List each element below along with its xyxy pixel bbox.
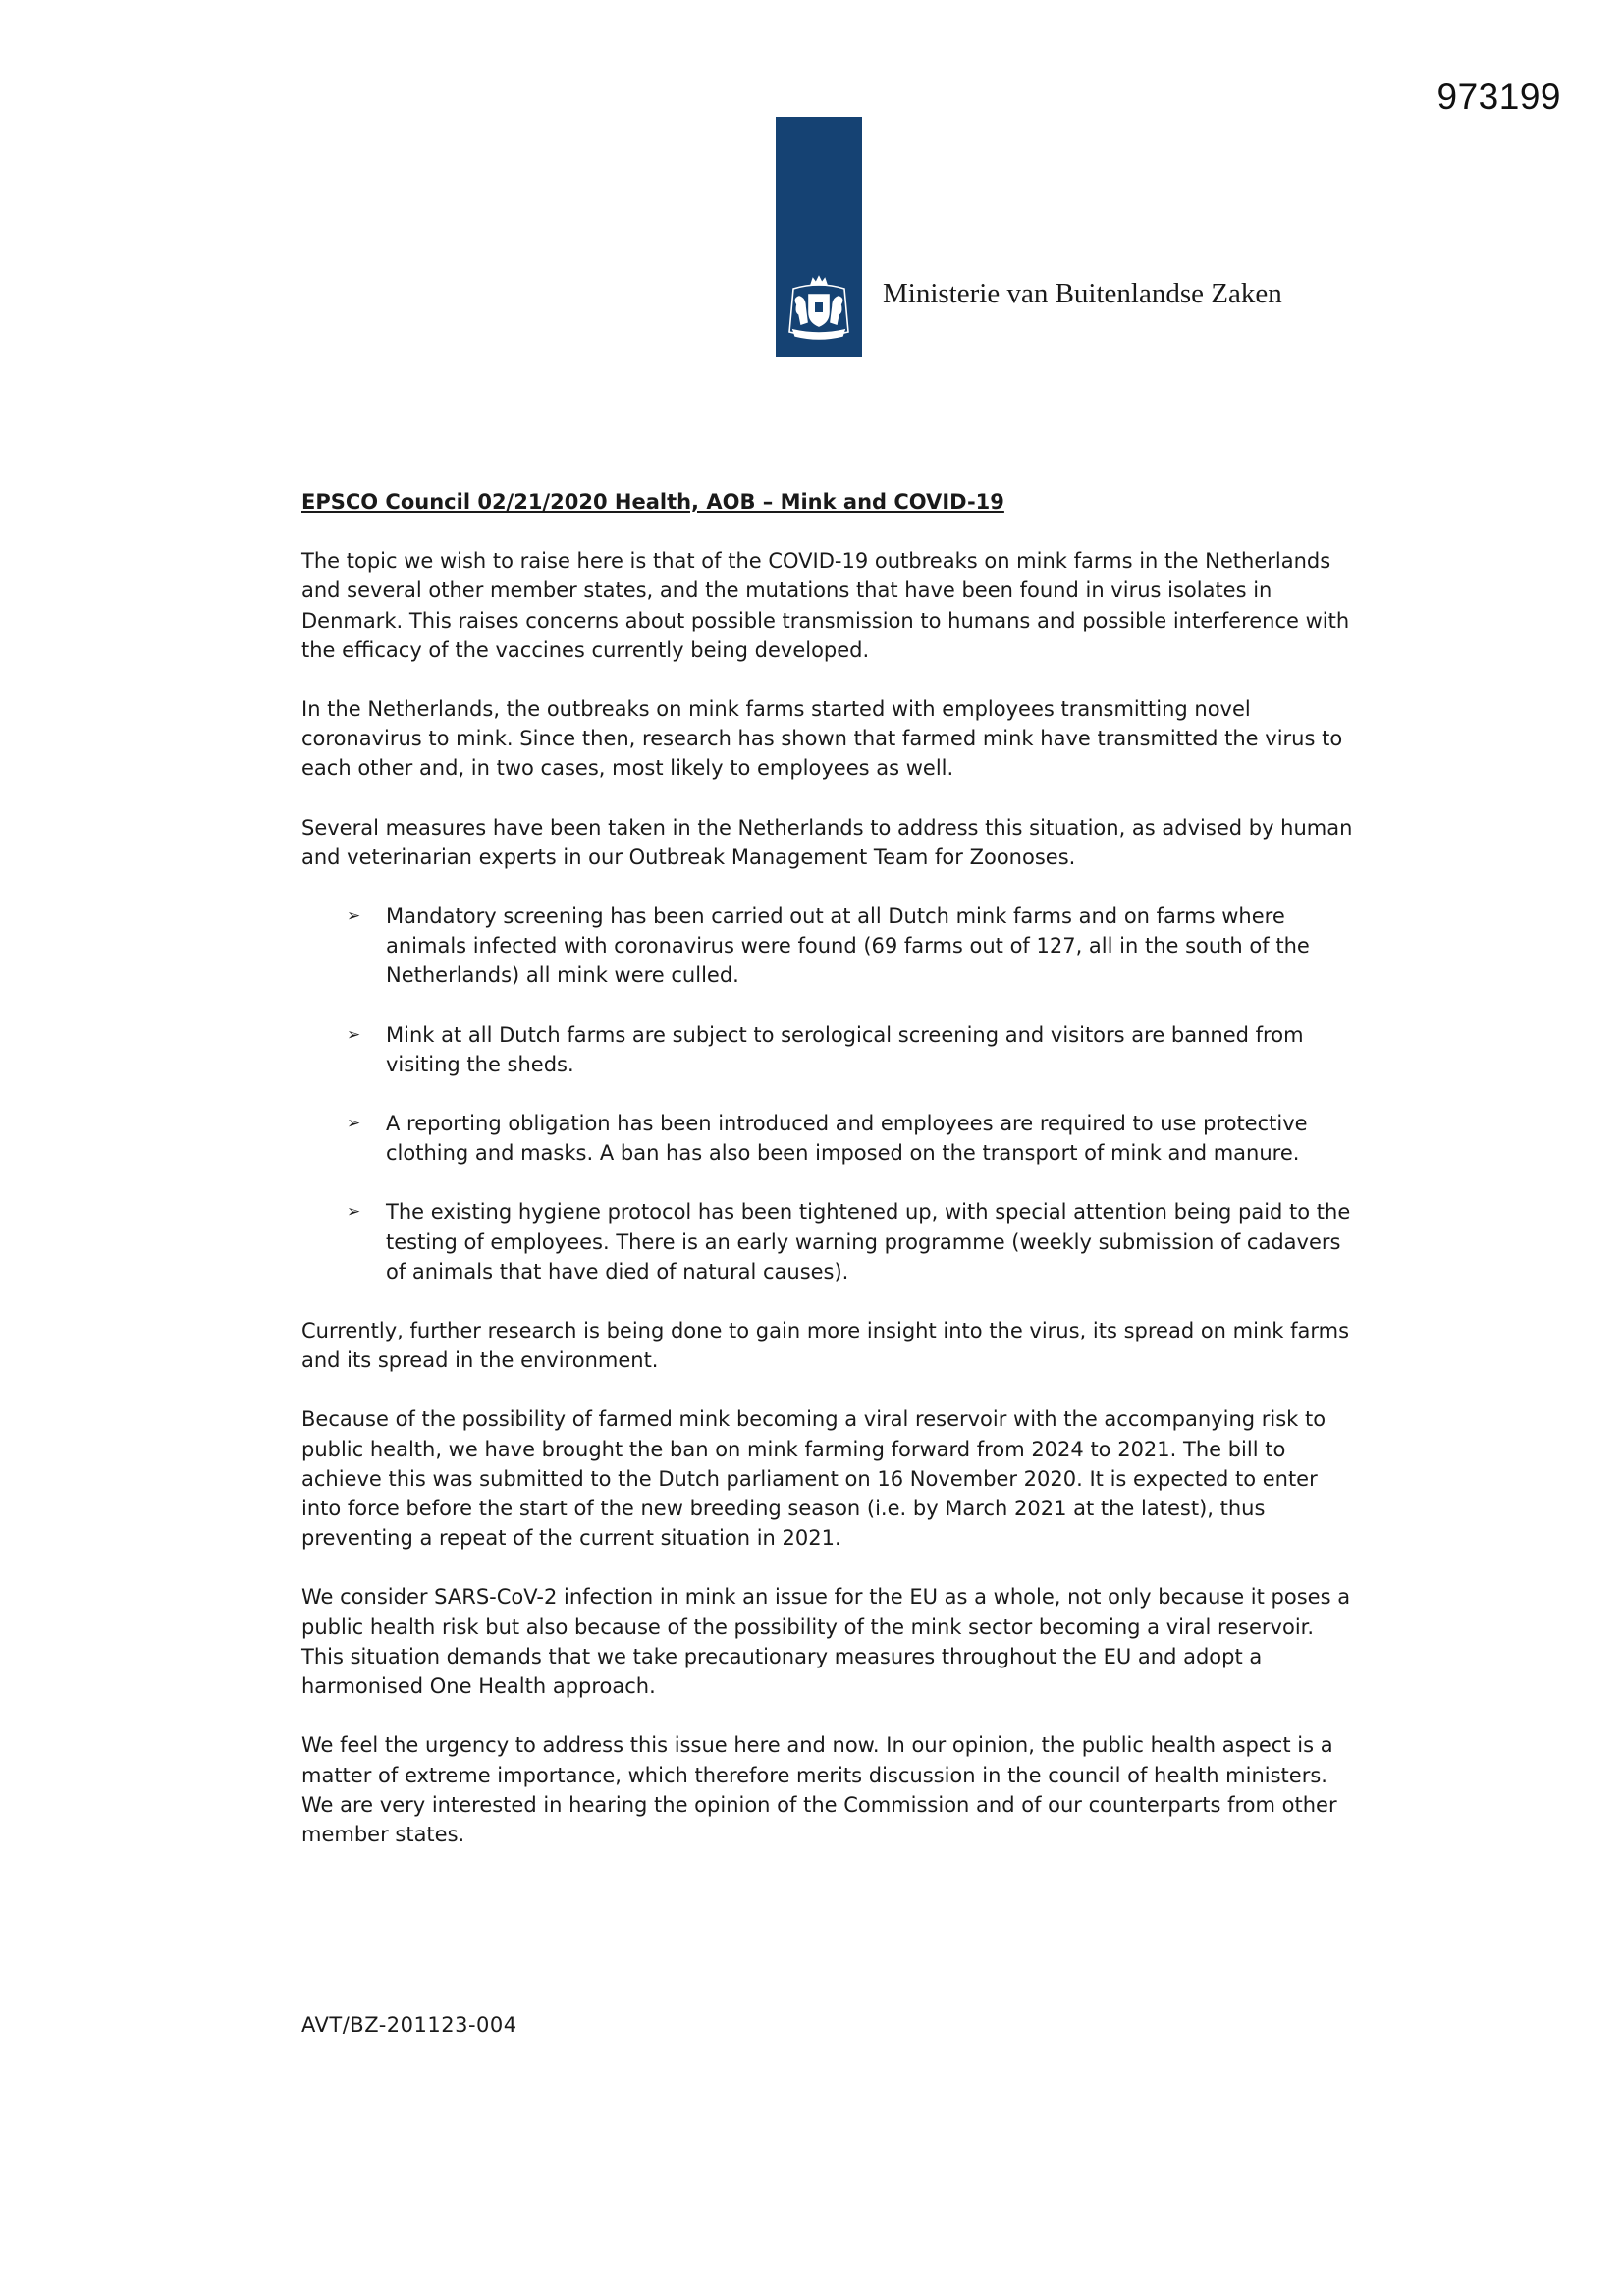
paragraph: We consider SARS-CoV-2 infection in mink an issue for the EU as a whole, not only because it poses a public health risk but also because of the possibility of the mink sector becoming a viral reservoir. This situation demands that we take precautionary measures throughout the EU and adopt a harmonised One Health approach. — [301, 1585, 1351, 1699]
list-item-text: Mink at all Dutch farms are subject to serological screening and visitors are banned from visiting the sheds. — [386, 1022, 1304, 1076]
document-number: 973199 — [1436, 77, 1561, 117]
ministry-logo — [776, 117, 862, 357]
paragraph: Currently, further research is being done to gain more insight into the virus, its spread on mink farms and its spread in the environment. — [301, 1319, 1350, 1373]
list-item — [301, 1197, 1357, 1286]
measures-list — [301, 902, 1357, 1286]
list-item — [301, 902, 1357, 991]
document-reference: AVT/BZ-201123-004 — [301, 2013, 517, 2037]
arrow-bullet-icon: ➢ — [347, 906, 361, 927]
paragraph: We feel the urgency to address this issue here and now. In our opinion, the public health aspect is a matter of extreme importance, which therefore merits discussion in the council of health ministers. We are very interested in hearing the opinion of the Commission and of our counterparts from other member states. — [301, 1733, 1337, 1846]
paragraph: The topic we wish to raise here is that of the COVID-19 outbreaks on mink farms in the Netherlands and several other member states, and the mutations that have been found in virus isolates in Denmark. This raises concerns about possible transmission to humans and possible interference with the efficacy of the vaccines currently being developed. — [301, 549, 1350, 662]
list-item — [301, 1109, 1357, 1168]
arrow-bullet-icon: ➢ — [347, 1202, 361, 1223]
list-item-text: A reporting obligation has been introduced and employees are required to use protective clothing and masks. A ban has also been imposed on the transport of mink and manure. — [386, 1112, 1308, 1166]
list-item — [301, 1020, 1357, 1079]
document-body — [301, 487, 1357, 1879]
arrow-bullet-icon: ➢ — [347, 1114, 361, 1134]
paragraph: Several measures have been taken in the Netherlands to address this situation, as advised by human and veterinarian experts in our Outbreak Management Team for Zoonoses. — [301, 815, 1353, 869]
list-item-text: Mandatory screening has been carried out at all Dutch mink farms and on farms where animals infected with coronavirus were found (69 farms out of 127, all in the south of the Netherlands) all mink were culled. — [386, 904, 1310, 988]
arrow-bullet-icon: ➢ — [347, 1024, 361, 1045]
paragraph: In the Netherlands, the outbreaks on mink farms started with employees transmitting novel coronavirus to mink. Since then, research has shown that farmed mink have transmitted the virus to each other and, in two cases, most likely to employees as well. — [301, 697, 1343, 781]
ministry-name: Ministerie van Buitenlandse Zaken — [883, 278, 1282, 309]
document-title: EPSCO Council 02/21/2020 Health, AOB – Mink and COVID-19 — [301, 490, 1004, 514]
coat-of-arms-icon — [780, 275, 858, 344]
list-item-text: The existing hygiene protocol has been tightened up, with special attention being paid to the testing of employees. There is an early warning programme (weekly submission of cadavers of animals that have died of natural causes). — [386, 1200, 1351, 1284]
paragraph: Because of the possibility of farmed mink becoming a viral reservoir with the accompanying risk to public health, we have brought the ban on mink farming forward from 2024 to 2021. The bill to achieve this was submitted to the Dutch parliament on 16 November 2020. It is expected to enter into force before the start of the new breeding season (i.e. by March 2021 at the latest), thus preventing a repeat of the current situation in 2021. — [301, 1407, 1326, 1551]
